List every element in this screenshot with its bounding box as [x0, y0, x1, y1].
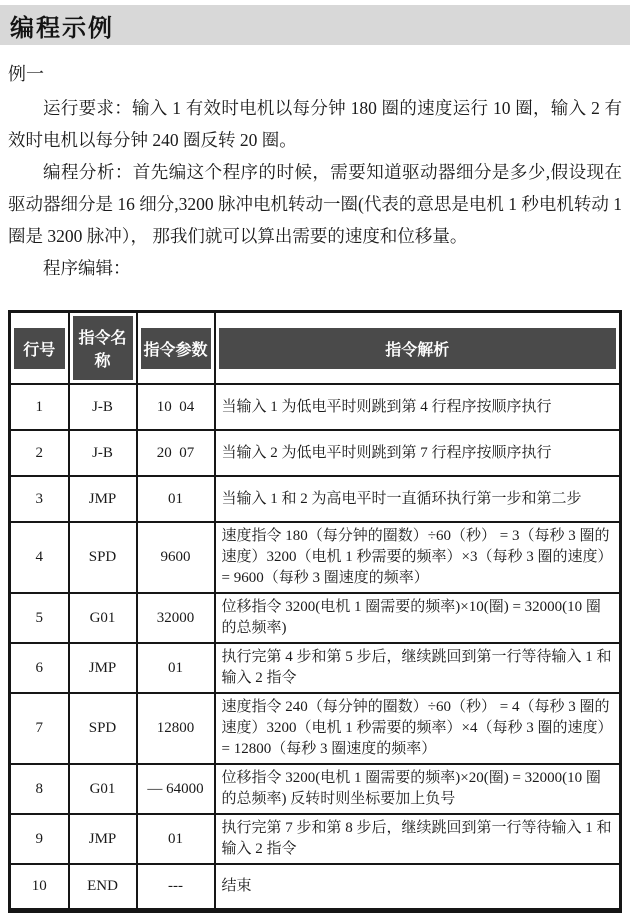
line-number-cell: 1 — [10, 384, 69, 430]
table-row — [10, 814, 621, 864]
instruction-param-cell: 12800 — [137, 693, 215, 764]
table-row — [10, 430, 621, 476]
table-header-row — [10, 312, 621, 385]
instruction-name-cell: END — [69, 864, 137, 910]
paragraph-program-edit-label: 程序编辑： — [43, 258, 131, 278]
paragraph-programming-analysis: 编程分析：首先编这个程序的时候，需要知道驱动器细分是多少,假设现在驱动器细分是 16 细分,3200 脉冲电机转动一圈(代表的意思是电机 1 秒电机转动 1 圈是 3200 脉冲）， 那我们就可以算出需要的速度和位移量。 — [8, 162, 622, 246]
program-instruction-table — [8, 310, 622, 913]
instruction-desc-cell: 当输入 1 为低电平时则跳到第 4 行程序按顺序执行 — [215, 384, 621, 430]
table-row — [10, 864, 621, 910]
instruction-name-cell: JMP — [69, 476, 137, 522]
instruction-param-cell: — 64000 — [137, 764, 215, 814]
instruction-name-cell: SPD — [69, 522, 137, 593]
instruction-desc-cell: 位移指令 3200(电机 1 圈需要的频率)×10(圈) = 32000(10 圈的总频率) — [215, 593, 621, 643]
line-number-cell: 8 — [10, 764, 69, 814]
table-row — [10, 476, 621, 522]
page-title: 编程示例 — [10, 14, 114, 42]
table-row — [10, 693, 621, 764]
instruction-param-cell: 32000 — [137, 593, 215, 643]
instruction-param-cell: 10 04 — [137, 384, 215, 430]
instruction-desc-cell: 执行完第 7 步和第 8 步后，继续跳回到第一行等待输入 1 和输入 2 指令 — [215, 814, 621, 864]
header-line-number: 行号 — [10, 312, 69, 385]
example-label: 例一 — [8, 64, 44, 84]
instruction-name-cell: J-B — [69, 430, 137, 476]
section-title-bar — [0, 5, 630, 45]
line-number-cell: 6 — [10, 643, 69, 693]
header-instruction-name: 指令名称 — [69, 312, 137, 385]
table-row — [10, 593, 621, 643]
instruction-param-cell: 01 — [137, 643, 215, 693]
instruction-desc-cell: 位移指令 3200(电机 1 圈需要的频率)×20(圈) = 32000(10 圈的总频率) 反转时则坐标要加上负号 — [215, 764, 621, 814]
instruction-param-cell: 20 07 — [137, 430, 215, 476]
instruction-desc-cell: 执行完第 4 步和第 5 步后，继续跳回到第一行等待输入 1 和输入 2 指令 — [215, 643, 621, 693]
table-header — [10, 312, 621, 385]
instruction-name-cell: SPD — [69, 693, 137, 764]
instruction-desc-cell: 当输入 1 和 2 为高电平时一直循环执行第一步和第二步 — [215, 476, 621, 522]
instruction-param-cell: 9600 — [137, 522, 215, 593]
header-instruction-param: 指令参数 — [137, 312, 215, 385]
table-row — [10, 384, 621, 430]
table-row — [10, 764, 621, 814]
line-number-cell: 10 — [10, 864, 69, 910]
line-number-cell: 7 — [10, 693, 69, 764]
instruction-desc-cell: 速度指令 240（每分钟的圈数）÷60（秒） = 4（每秒 3 圈的速度）3200（电机 1 秒需要的频率）×4（每秒 3 圈的速度） = 12800（每秒 3 圈速度的频率） — [215, 693, 621, 764]
instruction-desc-cell: 当输入 2 为低电平时则跳到第 7 行程序按顺序执行 — [215, 430, 621, 476]
instruction-name-cell: G01 — [69, 764, 137, 814]
instruction-name-cell: J-B — [69, 384, 137, 430]
instruction-desc-cell: 速度指令 180（每分钟的圈数）÷60（秒） = 3（每秒 3 圈的速度）3200（电机 1 秒需要的频率）×3（每秒 3 圈的速度） = 9600（每秒 3 圈速度的频率） — [215, 522, 621, 593]
instruction-param-cell: 01 — [137, 476, 215, 522]
instruction-name-cell: JMP — [69, 814, 137, 864]
header-instruction-desc: 指令解析 — [215, 312, 621, 385]
instruction-name-cell: JMP — [69, 643, 137, 693]
line-number-cell: 5 — [10, 593, 69, 643]
table-row — [10, 522, 621, 593]
instruction-name-cell: G01 — [69, 593, 137, 643]
instruction-param-cell: 01 — [137, 814, 215, 864]
instruction-param-cell: --- — [137, 864, 215, 910]
line-number-cell: 3 — [10, 476, 69, 522]
table-row — [10, 643, 621, 693]
program-table-body — [10, 384, 621, 910]
instruction-desc-cell: 结束 — [215, 864, 621, 910]
paragraph-run-requirements: 运行要求：输入 1 有效时电机以每分钟 180 圈的速度运行 10 圈，输入 2 有效时电机以每分钟 240 圈反转 20 圈。 — [8, 98, 622, 150]
line-number-cell: 4 — [10, 522, 69, 593]
document-body — [8, 60, 622, 284]
line-number-cell: 2 — [10, 430, 69, 476]
line-number-cell: 9 — [10, 814, 69, 864]
